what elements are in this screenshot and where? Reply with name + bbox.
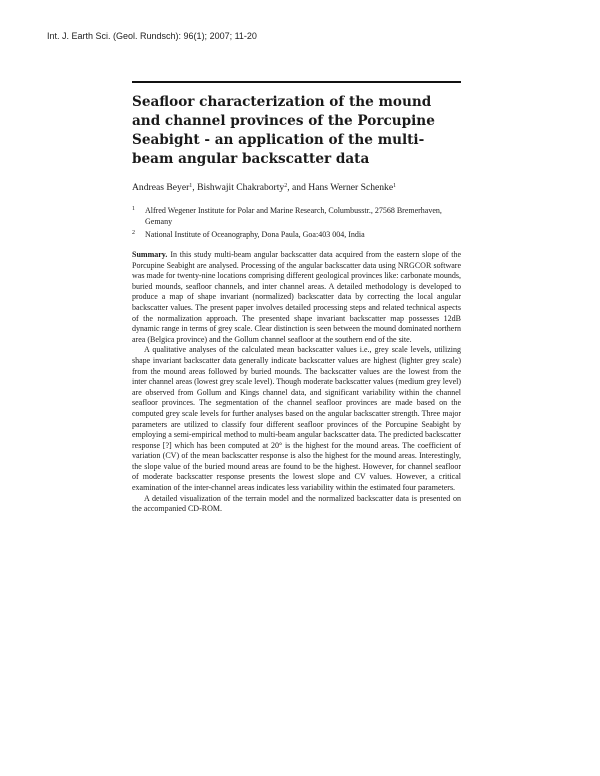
abstract-paragraph-text: In this study multi-beam angular backscatter data acquired from the eastern slope of the Porcupine Seabight are analysed. Processing of the angular backscatter data using NRGCOR software was made for twenty-nine locations comprising different geological provinces like: carbonate mounds, buried mounds, seafloor channels, and inter channel areas. A detailed methodology is developed to produce a map of shape invariant (normalized) backscatter data by correcting the local angular backscatter values. The present paper involves detailed processing steps and related technical aspects of the normalization approach. The presented shape invariant backscatter map possesses 12dB dynamic range in terms of grey scale. Clear distinction is seen between the mound dominated northern area (Belgica province) and the Gollum channel seafloor at the southern end of the site.	[132, 250, 461, 344]
paper-title: Seafloor characterization of the mound and channel provinces of the Porcupine Seabight - an application of the multi-beam angular backscatter data	[132, 94, 435, 167]
author-name: Bishwajit Chakraborty	[197, 182, 285, 193]
affiliation-text: Alfred Wegener Institute for Polar and Marine Research, Columbusstr., 27568 Bremerhaven, Gemany	[145, 206, 442, 226]
affiliation-number: 2	[132, 230, 135, 236]
journal-reference: Int. J. Earth Sci. (Geol. Rundsch): 96(1); 2007; 11-20	[47, 31, 257, 41]
author-affiliation-mark: 1	[393, 183, 397, 189]
abstract	[132, 250, 461, 515]
author-affiliation-mark: 2	[284, 183, 288, 189]
affiliation-item	[132, 205, 462, 227]
author-name: Hans Werner Schenke	[308, 182, 394, 193]
author-separator: , and	[287, 182, 309, 193]
abstract-label: Summary.	[132, 250, 168, 259]
author-list	[132, 182, 462, 193]
affiliation-text: National Institute of Oceanography, Dona Paula, Goa:403 004, India	[145, 230, 365, 239]
affiliation-number: 1	[132, 206, 135, 212]
author-affiliation-mark: 1	[189, 183, 193, 189]
title-rule	[132, 81, 461, 83]
author-separator: ,	[192, 182, 198, 193]
affiliation-list	[132, 205, 462, 242]
abstract-paragraph	[132, 250, 461, 345]
author-name: Andreas Beyer	[132, 182, 190, 193]
abstract-paragraph: A detailed visualization of the terrain model and the normalized backscatter data is presented on the accompanied CD-ROM.	[132, 493, 461, 514]
abstract-paragraph: A qualitative analyses of the calculated mean backscatter values i.e., grey scale levels, utilizing shape invariant backscatter data generally indicate backscatter values are highest (lighter grey scale) from the mound areas followed by buried mounds. The backscatter values are the lowest from the inter channel areas (lowest grey scale level). Though moderate backscatter values (medium grey level) are observed from Gollum and Kings channel data, and significant variability within the channel seafloor provinces. The segmentation of the channel seafloor provinces are made based on the computed grey scale levels for further analyses based on the angular backscatter strength. Three major parameters are utilized to classify four different seafloor provinces of the Porcupine Seabight by employing a semi-empirical method to multi-beam angular backscatter data. The predicted backscatter response [?] which has been computed at 20° is the highest for the mound areas. The coefficient of variation (CV) of the mean backscatter response is also the highest for the mound areas. Interestingly, the slope value of the buried mound areas are found to be the highest. However, for channel seafloor of moderate backscatter response presents the lowest slope and CV values. However, a critical examination of the inter-channel areas indicates less variability within the estimated four parameters.	[132, 345, 461, 493]
affiliation-item	[132, 229, 462, 240]
